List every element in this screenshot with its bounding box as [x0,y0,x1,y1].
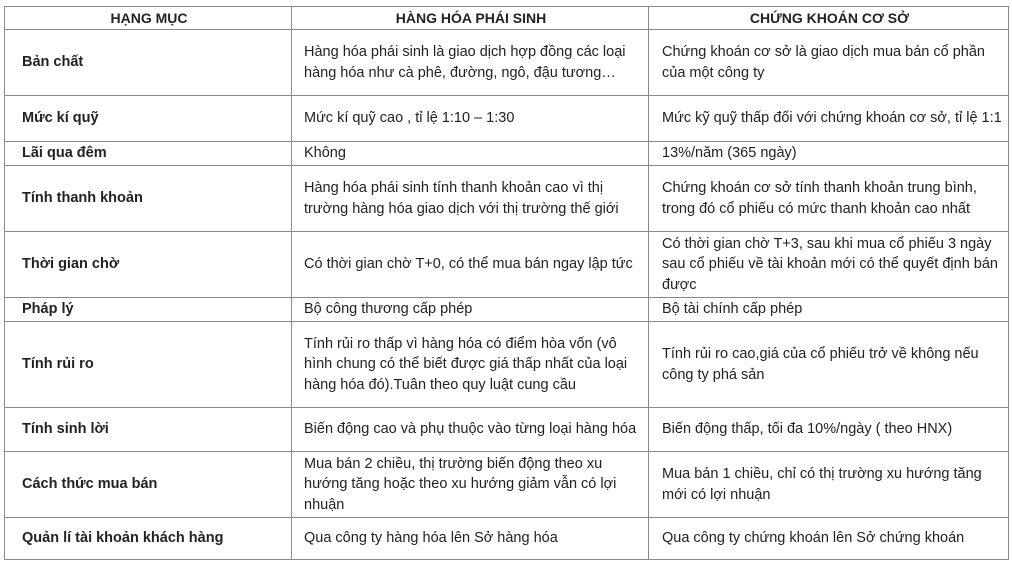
table-row [5,322,1009,408]
header-row [5,7,1009,30]
row-category: Thời gian chờ [5,232,292,298]
table-row [5,298,1009,322]
row-derivative: Có thời gian chờ T+0, có thể mua bán ngay lập tức [292,232,649,298]
row-stock: Chứng khoán cơ sở là giao dịch mua bán cổ phần của một công ty [649,30,1009,96]
table-row [5,142,1009,166]
row-category: Mức kí quỹ [5,96,292,142]
row-stock: 13%/năm (365 ngày) [649,142,1009,166]
row-stock: Có thời gian chờ T+3, sau khi mua cổ phiếu 3 ngày sau cổ phiếu về tài khoản mới có thể quyết định bán được [649,232,1009,298]
table-row [5,96,1009,142]
row-category: Tính sinh lời [5,408,292,452]
row-category: Tính rủi ro [5,322,292,408]
row-category: Pháp lý [5,298,292,322]
row-derivative: Biến động cao và phụ thuộc vào từng loại hàng hóa [292,408,649,452]
row-derivative: Bộ công thương cấp phép [292,298,649,322]
row-stock: Tính rủi ro cao,giá của cổ phiếu trở về không nếu công ty phá sản [649,322,1009,408]
table-row [5,166,1009,232]
table-row [5,518,1009,560]
header-category: HẠNG MỤC [5,7,292,30]
row-category: Quản lí tài khoản khách hàng [5,518,292,560]
row-derivative: Không [292,142,649,166]
table-row [5,452,1009,518]
header-stock: CHỨNG KHOÁN CƠ SỞ [649,7,1009,30]
row-derivative: Hàng hóa phái sinh là giao dịch hợp đồng các loại hàng hóa như cà phê, đường, ngô, đậu tương… [292,30,649,96]
row-category: Tính thanh khoản [5,166,292,232]
row-derivative: Hàng hóa phái sinh tính thanh khoản cao vì thị trường hàng hóa giao dịch với thị trường thế giới [292,166,649,232]
header-derivative: HÀNG HÓA PHÁI SINH [292,7,649,30]
table-row [5,408,1009,452]
row-category: Bản chất [5,30,292,96]
row-stock: Chứng khoán cơ sở tính thanh khoản trung bình, trong đó cổ phiếu có mức thanh khoản cao nhất [649,166,1009,232]
row-stock: Bộ tài chính cấp phép [649,298,1009,322]
row-stock: Mức kỹ quỹ thấp đối với chứng khoán cơ sở, tỉ lệ 1:1 [649,96,1009,142]
row-derivative: Mức kí quỹ cao , tỉ lệ 1:10 – 1:30 [292,96,649,142]
comparison-table [4,6,1009,560]
table-row [5,30,1009,96]
row-derivative: Qua công ty hàng hóa lên Sở hàng hóa [292,518,649,560]
table-row [5,232,1009,298]
row-derivative: Tính rủi ro thấp vì hàng hóa có điểm hòa vốn (vô hình chung có thể biết được giá thấp nhất của loại hàng hóa đó).Tuân theo quy luật cung cầu [292,322,649,408]
row-stock: Mua bán 1 chiều, chỉ có thị trường xu hướng tăng mới có lợi nhuận [649,452,1009,518]
row-derivative: Mua bán 2 chiều, thị trường biến động theo xu hướng tăng hoặc theo xu hướng giảm vẫn có lợi nhuận [292,452,649,518]
row-stock: Qua công ty chứng khoán lên Sở chứng khoán [649,518,1009,560]
row-category: Cách thức mua bán [5,452,292,518]
row-stock: Biến động thấp, tối đa 10%/ngày ( theo HNX) [649,408,1009,452]
row-category: Lãi qua đêm [5,142,292,166]
